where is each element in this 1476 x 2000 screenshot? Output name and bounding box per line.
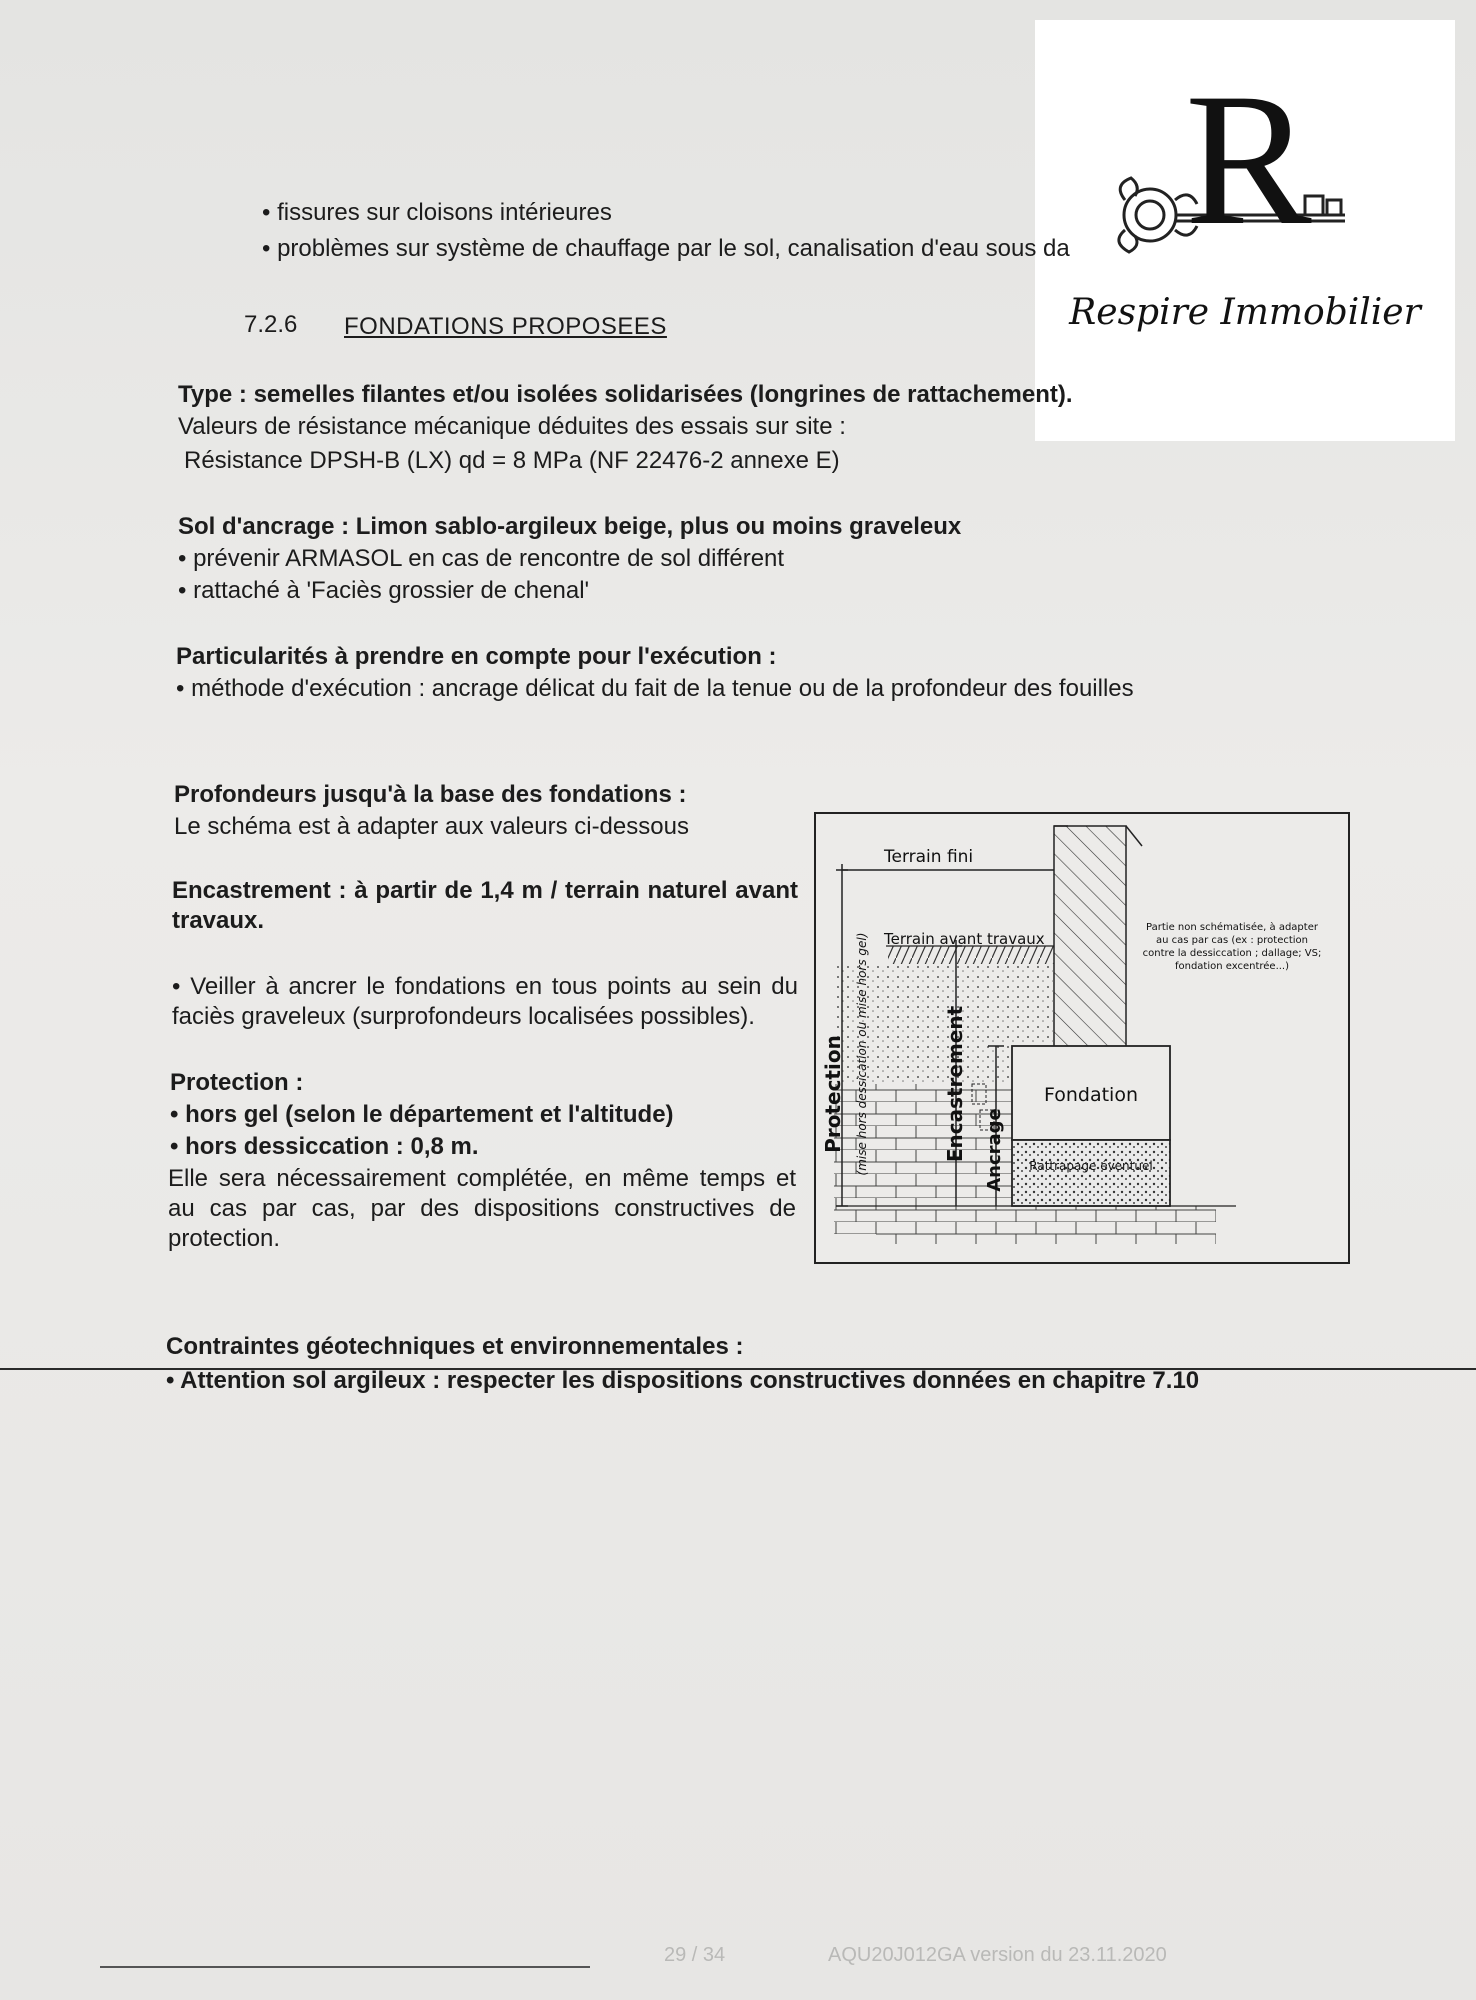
protection-text: Elle sera nécessairement complétée, en même temps et au cas par cas, par des dispositions constructives de protection. [168, 1165, 796, 1252]
particularites-bullet-1: • méthode d'exécution : ancrage délicat du fait de la tenue ou de la profondeur des fouilles [176, 675, 1134, 702]
encastrement-veiller: • Veiller à ancrer le fondations en tous points au sein du faciès graveleux (surprofondeurs localisées possibles). [172, 973, 798, 1030]
sol-bullet-2: • rattaché à 'Faciès grossier de chenal' [178, 577, 590, 604]
section-title: FONDATIONS PROPOSEES [344, 313, 667, 340]
logo [1035, 20, 1455, 441]
encastrement-text: Encastrement : à partir de 1,4 m / terrain naturel avant travaux. [172, 877, 798, 934]
contraintes-heading: Contraintes géotechniques et environnementales : [166, 1333, 744, 1360]
sol-bullet-1: • prévenir ARMASOL en cas de rencontre de sol différent [178, 545, 785, 572]
footer-line [100, 1966, 590, 1968]
profondeurs-line-1: Le schéma est à adapter aux valeurs ci-dessous [174, 813, 689, 840]
schema-terrain-fini: Terrain fini [884, 847, 974, 867]
schema-protection-sub: (mise hors dessication ou mise hors gel) [855, 932, 869, 1176]
logo-name: Respire Immobilier [1069, 292, 1421, 333]
protection-bullet-2: • hors dessiccation : 0,8 m. [170, 1133, 479, 1160]
schema-encastrement: Encastrement [943, 1005, 967, 1163]
schema-note-3: contre la dessiccation ; dallage; VS; [1142, 948, 1322, 959]
intro-bullet-2: • problèmes sur système de chauffage par le sol, canalisation d'eau sous da [262, 235, 1070, 262]
schema-terrain-avant: Terrain avant travaux [884, 930, 1045, 948]
intro-bullet-1: • fissures sur cloisons intérieures [262, 199, 612, 226]
type-line-2: Résistance DPSH-B (LX) qd = 8 MPa (NF 22476-2 annexe E) [184, 447, 840, 474]
sol-heading: Sol d'ancrage : Limon sablo-argileux beige, plus ou moins graveleux [178, 513, 962, 540]
contraintes-bullet-1: • Attention sol argileux : respecter les dispositions constructives données en chapitre 7.10 [166, 1367, 1200, 1394]
schema-protection: Protection [821, 1035, 845, 1153]
section-number: 7.2.6 [244, 311, 298, 338]
type-heading: Type : semelles filantes et/ou isolées solidarisées (longrines de rattachement). [178, 381, 1073, 408]
protection-heading: Protection : [170, 1069, 304, 1096]
footer-page: 29 / 34 [664, 1944, 726, 1966]
particularites-heading: Particularités à prendre en compte pour l'exécution : [176, 643, 777, 670]
type-line-1: Valeurs de résistance mécanique déduites des essais sur site : [178, 413, 846, 440]
logo-letter: R [1185, 55, 1312, 265]
schema-ancrage: Ancrage [984, 1108, 1005, 1192]
profondeurs-heading: Profondeurs jusqu'à la base des fondations : [174, 781, 687, 808]
footer-ref: AQU20J012GA version du 23.11.2020 [828, 1944, 1167, 1966]
schema-note-2: au cas par cas (ex : protection [1155, 935, 1309, 946]
protection-bullet-1: • hors gel (selon le département et l'altitude) [170, 1101, 674, 1128]
foundation-schema [814, 812, 1350, 1264]
schema-note-4: fondation excentrée...) [1174, 961, 1290, 972]
schema-note-1: Partie non schématisée, à adapter [1146, 922, 1318, 933]
schema-rattrapage: Rattrapage éventuel [1029, 1159, 1153, 1173]
schema-fondation: Fondation [1043, 1084, 1139, 1106]
